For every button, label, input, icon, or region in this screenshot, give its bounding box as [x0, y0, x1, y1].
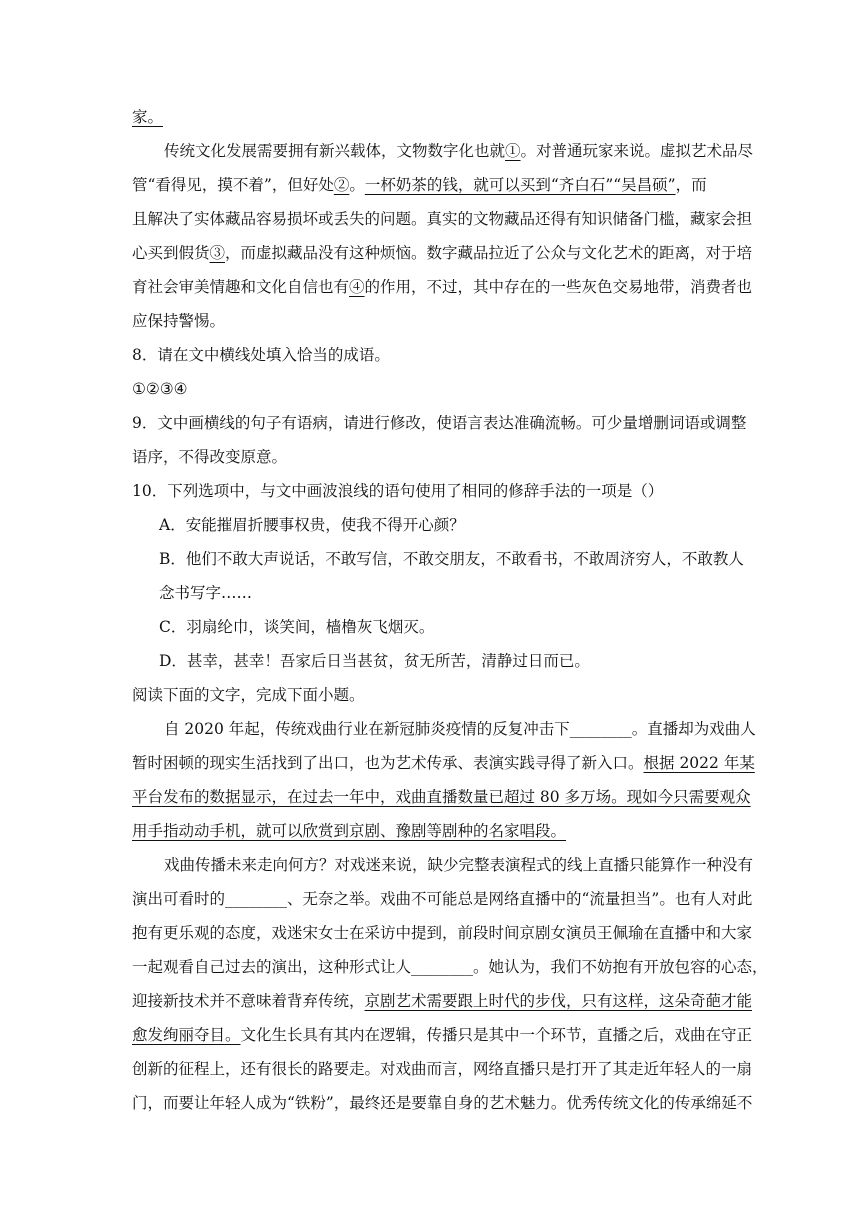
underlined-text: 用手指动动手机，就可以欣赏到京剧、豫剧等剧种的名家唱段。	[132, 822, 567, 840]
text-line	[132, 1086, 753, 1120]
underlined-text: ④	[349, 278, 365, 296]
text-run: ，而	[675, 176, 707, 194]
text-line	[132, 542, 744, 576]
text-line	[132, 304, 732, 338]
underlined-text: ②	[333, 176, 350, 194]
underlined-text: 平台发布的数据显示，在过去一年中，戏曲直播数量已超过 80 多万场。现如今只需要观众	[132, 788, 751, 806]
text-run: A．安能摧眉折腰事权贵，使我不得开心颜？	[159, 516, 465, 534]
underlined-text: 家。	[132, 108, 164, 126]
text-line	[132, 576, 732, 610]
text-run: 心买到假货	[132, 244, 210, 262]
text-line	[132, 678, 732, 712]
underlined-text: 根据 2022 年某	[643, 754, 755, 772]
underlined-text: 一杯奶茶的钱，就可以买到“齐白石”“吴昌硕”	[364, 176, 676, 194]
text-line	[132, 848, 754, 882]
text-line	[132, 1052, 753, 1086]
text-run: 自 2020 年起，传统戏曲行业在新冠肺炎疫情的反复冲击下________。直播却为戏曲人	[164, 720, 756, 738]
underlined-text: ①	[505, 142, 521, 160]
text-run: 阅读下面的文字，完成下面小题。	[132, 686, 365, 704]
text-run: 暂时困顿的现实生活找到了出口，也为艺术传承、表演实践寻得了新入口。	[132, 754, 644, 772]
text-line	[132, 814, 732, 848]
text-line	[132, 746, 755, 780]
underlined-text: 愈发绚丽夺目。	[132, 1026, 241, 1044]
text-run: D．甚幸，甚幸！吾家后日当甚贫，贫无所苦，清静过日而已。	[159, 652, 590, 670]
text-run: 一起观看自己过去的演出，这种形式让人________。她认为，我们不妨抱有开放包容的心态，	[132, 958, 768, 976]
text-line	[132, 168, 732, 202]
text-run: 应保持警惕。	[132, 312, 226, 330]
text-line	[132, 236, 753, 270]
text-line	[132, 508, 732, 542]
text-run: C．羽扇纶巾，谈笑间，樯橹灰飞烟灭。	[159, 618, 435, 636]
text-run: 10．下列选项中，与文中画波浪线的语句使用了相同的修辞手法的一项是（）	[132, 482, 664, 500]
text-run: 9．文中画横线的句子有语病，请进行修改，使语言表达准确流畅。可少量增删词语或调整	[132, 414, 747, 432]
text-run: 。	[349, 176, 365, 194]
text-line	[132, 338, 732, 372]
text-run: 且解决了实体藏品容易损坏或丢失的问题。真实的文物藏品还得有知识储备门槛，藏家会担	[132, 210, 753, 228]
text-run: 创新的征程上，还有很长的路要走。对戏曲而言，网络直播只是打开了其走近年轻人的一扇	[132, 1060, 753, 1078]
text-run: 育社会审美情趣和文化自信也有	[132, 278, 350, 296]
text-run: 门，而要让年轻人成为“铁粉”，最终还是要靠自身的艺术魅力。优秀传统文化的传承绵延不	[132, 1094, 753, 1112]
text-run: B．他们不敢大声说话，不敢写信，不敢交朋友，不敢看书，不敢周济穷人，不敢教人	[159, 550, 744, 568]
text-line	[132, 372, 732, 406]
text-run: 管“看得见，摸不着”，但好处	[132, 176, 334, 194]
underlined-text: ③	[209, 244, 226, 262]
text-run: 语序，不得改变原意。	[132, 448, 288, 466]
text-run: ①②③④	[132, 380, 188, 398]
text-run: 8．请在文中横线处填入恰当的成语。	[132, 346, 390, 364]
text-line	[132, 100, 732, 134]
text-run: 的作用，不过，其中存在的一些灰色交易地带，消费者也	[364, 278, 753, 296]
text-line	[132, 406, 747, 440]
text-line	[132, 712, 756, 746]
text-line	[132, 610, 732, 644]
text-line	[132, 882, 753, 916]
text-run: 戏曲传播未来走向何方？对戏迷来说，缺少完整表演程式的线上直播只能算作一种没有	[164, 856, 754, 874]
text-line	[132, 780, 751, 814]
text-run: 演出可看时的________、无奈之举。戏曲不可能总是网络直播中的“流量担当”。也有人对此	[132, 890, 753, 908]
text-line	[132, 270, 753, 304]
document-page	[132, 100, 768, 1120]
text-run: ，而虚拟藏品没有这种烦恼。数字藏品拉近了公众与文化艺术的距离，对于培	[225, 244, 753, 262]
text-run: 迎接新技术并不意味着背弃传统，	[132, 992, 365, 1010]
text-line	[132, 134, 754, 168]
text-line	[132, 202, 753, 236]
text-line	[132, 950, 768, 984]
text-run: 。对普通玩家来说。虚拟艺术品尽	[520, 142, 754, 160]
text-line	[132, 474, 732, 508]
text-line	[132, 440, 732, 474]
text-line	[132, 984, 753, 1018]
text-run: 念书写字……	[159, 584, 253, 602]
text-line	[132, 1018, 753, 1052]
text-run: 文化生长具有其内在逻辑，传播只是其中一个环节，直播之后，戏曲在守正	[240, 1026, 753, 1044]
text-line	[132, 916, 753, 950]
text-run: 抱有更乐观的态度，戏迷宋女士在采访中提到，前段时间京剧女演员王佩瑜在直播中和大家	[132, 924, 753, 942]
text-run: 传统文化发展需要拥有新兴载体，文物数字化也就	[164, 142, 506, 160]
text-line	[132, 644, 732, 678]
underlined-text: 京剧艺术需要跟上时代的步伐，只有这样，这朵奇葩才能	[364, 992, 753, 1010]
